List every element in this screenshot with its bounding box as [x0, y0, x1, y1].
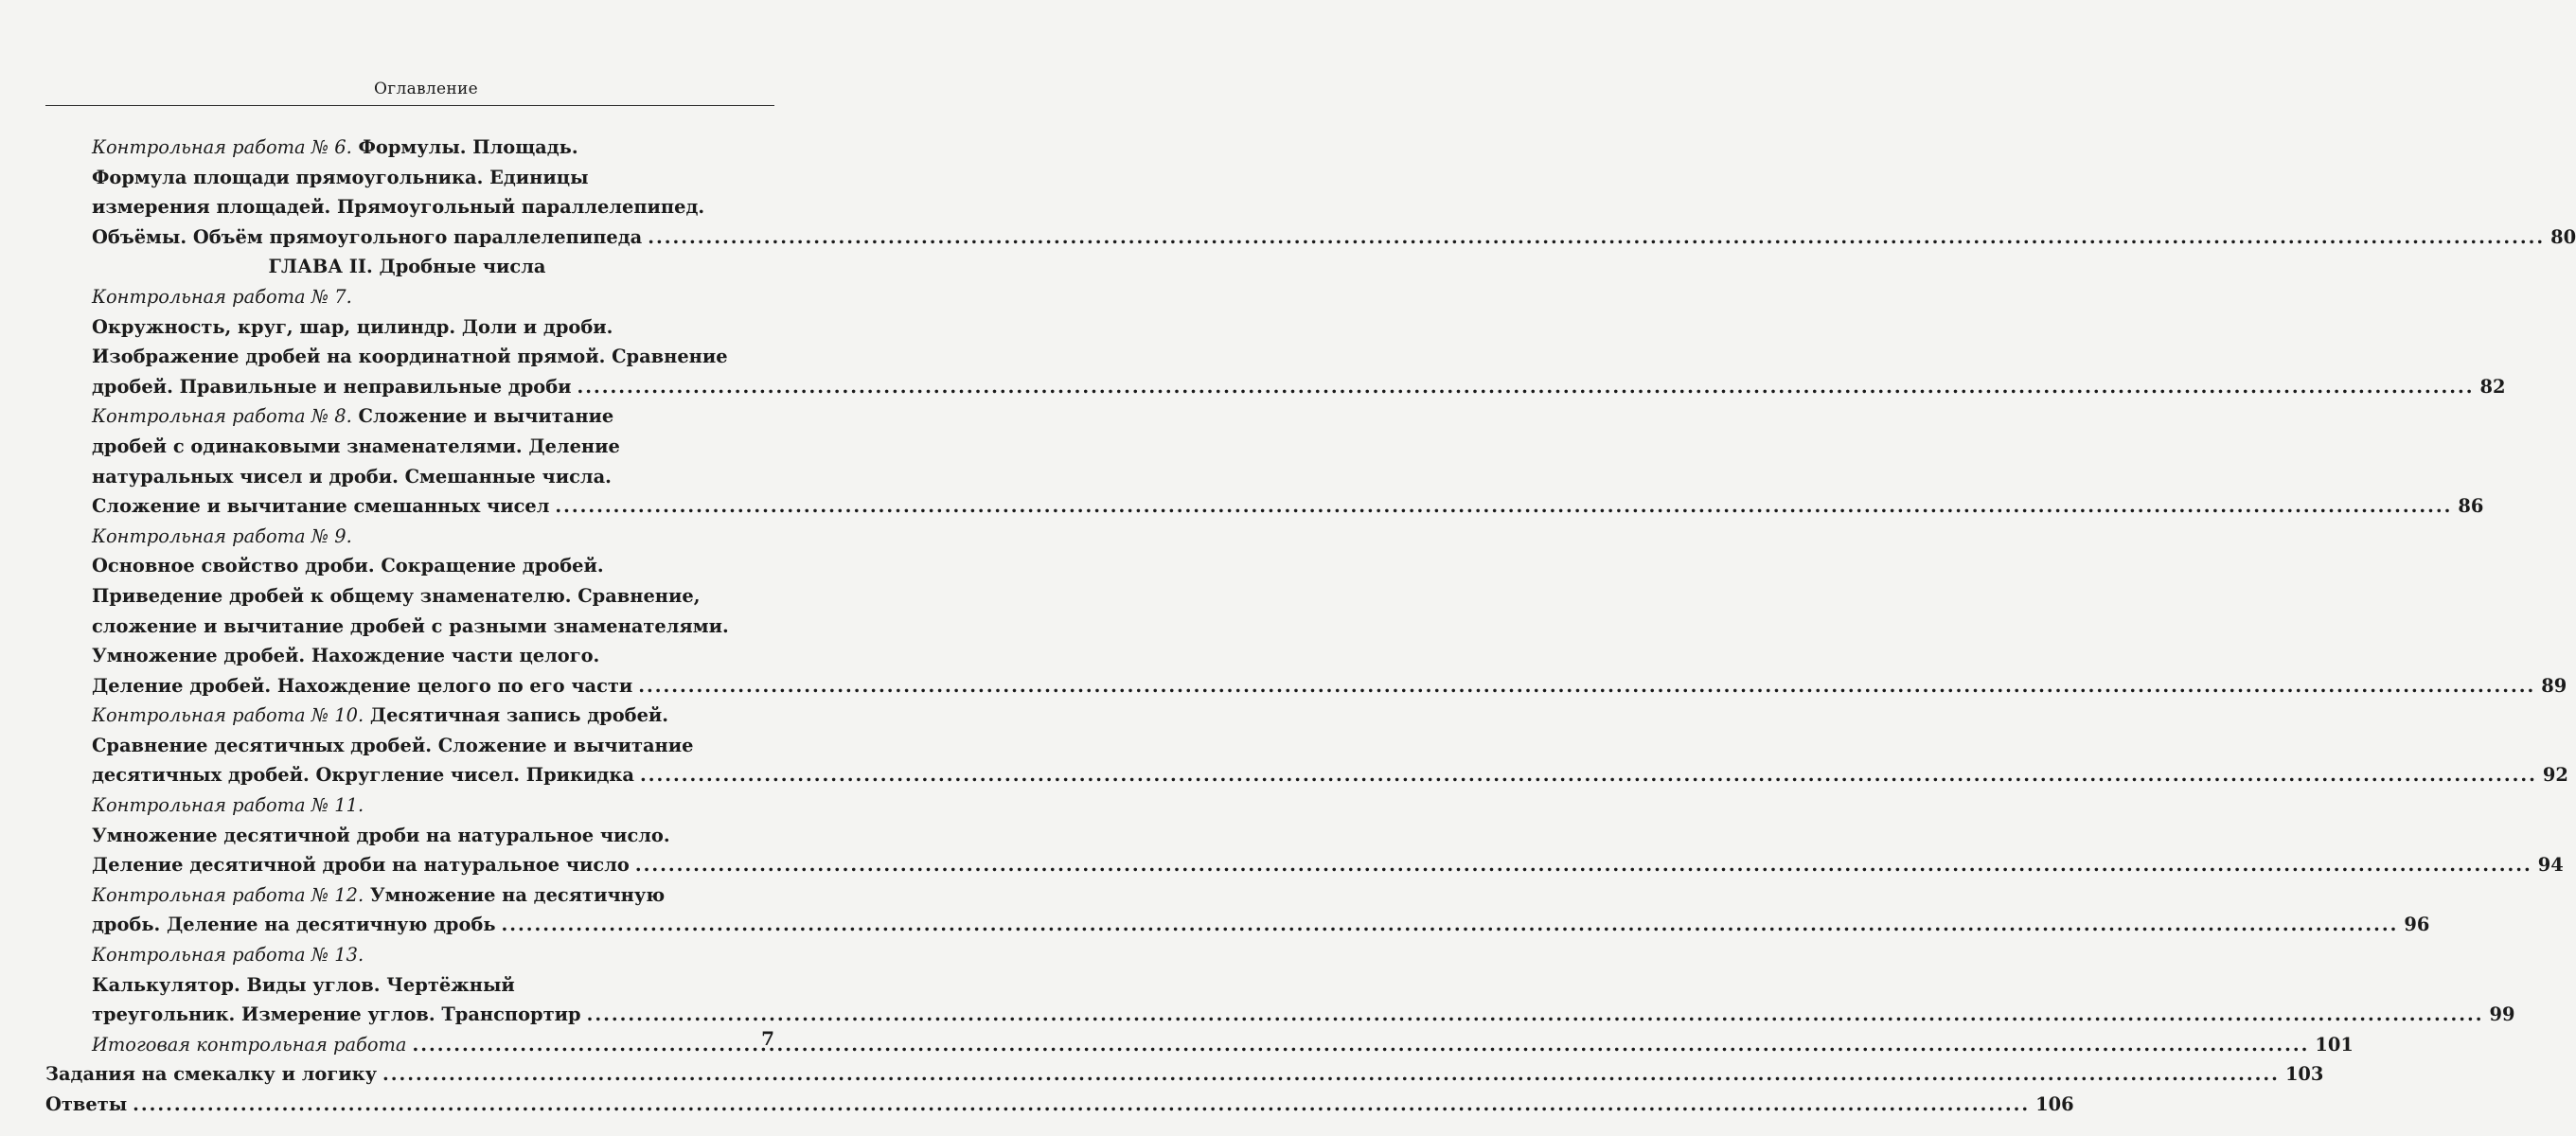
toc-test-title: Контрольная работа № 8.: [92, 405, 352, 428]
toc-line: [0, 163, 852, 193]
toc-entry-with-page[interactable]: [0, 850, 2564, 880]
toc-line: [0, 192, 852, 222]
table-of-contents: [0, 133, 2576, 1120]
toc-line: [0, 462, 852, 492]
toc-section-title: Задания на смекалку и логику: [45, 1063, 378, 1086]
toc-line-text: Деление дробей. Нахождение целого по его части: [92, 674, 633, 697]
toc-line: [0, 342, 852, 372]
dot-leader: [635, 850, 2532, 880]
dot-leader: [412, 1030, 2309, 1060]
chapter-title: ГЛАВА II. Дробные числа: [268, 256, 546, 278]
toc-entry-with-page[interactable]: [0, 910, 2430, 940]
dot-leader: [382, 1059, 2280, 1090]
toc-test-title: Контрольная работа № 13.: [92, 944, 364, 967]
toc-page-number: 89: [2541, 674, 2567, 697]
toc-page-number: 96: [2404, 914, 2430, 936]
toc-test-title: Контрольная работа № 12.: [92, 883, 364, 906]
toc-test-title: Контрольная работа № 7.: [92, 285, 352, 308]
dot-leader: [555, 491, 2452, 522]
toc-line-text: дробь. Деление на десятичную дробь: [92, 914, 496, 936]
toc-page-number: 92: [2542, 764, 2568, 787]
toc-line-text: Формулы. Площадь.: [351, 136, 578, 158]
toc-line-text: Умножение дробей. Нахождение части целого.: [92, 645, 600, 667]
toc-line: [0, 522, 852, 552]
toc-line-text: дробей с одинаковыми знаменателями. Деление: [92, 435, 620, 457]
toc-line: [0, 731, 852, 761]
toc-page-number: 103: [2284, 1063, 2324, 1086]
toc-entry-with-page[interactable]: [0, 1000, 2515, 1030]
toc-entry-with-page[interactable]: [0, 760, 2568, 790]
toc-page-number: 80: [2550, 225, 2576, 248]
dot-leader: [648, 222, 2545, 253]
toc-line: [0, 940, 852, 970]
toc-line: [0, 581, 852, 612]
toc-line-text: Калькулятор. Виды углов. Чертёжный: [92, 973, 515, 996]
toc-page-number: 94: [2537, 854, 2564, 877]
toc-page-number: 99: [2489, 1003, 2515, 1026]
toc-line-text: Десятичная запись дробей.: [364, 704, 669, 727]
toc-line-text: Сложение и вычитание смешанных чисел: [92, 495, 550, 518]
toc-line: [0, 551, 852, 581]
toc-section-entry[interactable]: [0, 1059, 2324, 1090]
toc-line: [0, 282, 852, 312]
toc-entry-with-page[interactable]: [0, 372, 2506, 402]
toc-line-text: Окружность, круг, шар, цилиндр. Доли и дроби.: [92, 315, 613, 338]
toc-entry-with-page[interactable]: [0, 671, 2567, 701]
toc-line: [0, 880, 852, 911]
toc-entry-with-page[interactable]: [0, 222, 2576, 253]
toc-line-text: Умножение на десятичную: [364, 883, 666, 906]
toc-section-title: Ответы: [45, 1093, 128, 1115]
header-divider: [45, 105, 774, 106]
toc-line: [0, 312, 852, 343]
toc-test-title: Итоговая контрольная работа: [92, 1033, 407, 1056]
dot-leader: [502, 910, 2399, 940]
toc-line: [0, 612, 852, 642]
toc-test-title: Контрольная работа № 11.: [92, 794, 364, 817]
toc-line-text: Основное свойство дроби. Сокращение дробей.: [92, 555, 604, 577]
toc-entry-with-page[interactable]: [0, 1030, 2354, 1060]
toc-test-title: Контрольная работа № 9.: [92, 524, 352, 547]
toc-line-text: Формула площади прямоугольника. Единицы: [92, 166, 589, 188]
dot-leader: [587, 1000, 2484, 1030]
toc-line-text: Объёмы. Объём прямоугольного параллелепипеда: [92, 225, 643, 248]
toc-line-text: треугольник. Измерение углов. Транспортир: [92, 1003, 581, 1026]
toc-line: [0, 790, 852, 821]
toc-test-title: Контрольная работа № 10.: [92, 704, 364, 727]
toc-line: [0, 821, 852, 851]
dot-leader: [577, 372, 2475, 402]
toc-section-entry[interactable]: [0, 1090, 2074, 1120]
toc-line-text: дробей. Правильные и неправильные дроби: [92, 375, 572, 398]
toc-line-text: Деление десятичной дроби на натуральное число: [92, 854, 630, 877]
chapter-heading[interactable]: [0, 252, 852, 282]
toc-line: [0, 133, 852, 163]
toc-line-text: сложение и вычитание дробей с разными знаменателями.: [92, 614, 729, 637]
toc-line-text: Сложение и вычитание: [351, 405, 614, 428]
dot-leader: [133, 1090, 2030, 1120]
toc-line: [0, 401, 852, 432]
toc-page-number: 82: [2479, 375, 2506, 398]
toc-test-title: Контрольная работа № 6.: [92, 136, 352, 158]
toc-line-text: Изображение дробей на координатной прямой. Сравнение: [92, 346, 728, 368]
toc-line-text: Умножение десятичной дроби на натуральное число.: [92, 824, 670, 846]
toc-page-number: 86: [2458, 495, 2484, 518]
toc-line: [0, 432, 852, 462]
toc-line: [0, 641, 852, 671]
toc-line: [0, 970, 852, 1001]
running-header: Оглавление: [374, 80, 478, 98]
toc-line-text: Приведение дробей к общему знаменателю. Сравнение,: [92, 584, 701, 607]
toc-page-number: 106: [2035, 1093, 2074, 1115]
dot-leader: [640, 760, 2537, 790]
toc-page-number: 101: [2315, 1033, 2354, 1056]
toc-line-text: измерения площадей. Прямоугольный параллелепипед.: [92, 196, 705, 219]
toc-line-text: десятичных дробей. Округление чисел. Прикидка: [92, 764, 634, 787]
toc-line-text: натуральных чисел и дроби. Смешанные числа.: [92, 465, 612, 488]
dot-leader: [638, 671, 2535, 701]
toc-line-text: Сравнение десятичных дробей. Сложение и вычитание: [92, 734, 694, 756]
toc-line: [0, 701, 852, 731]
page-number: 7: [761, 1027, 774, 1050]
toc-entry-with-page[interactable]: [0, 491, 2484, 522]
